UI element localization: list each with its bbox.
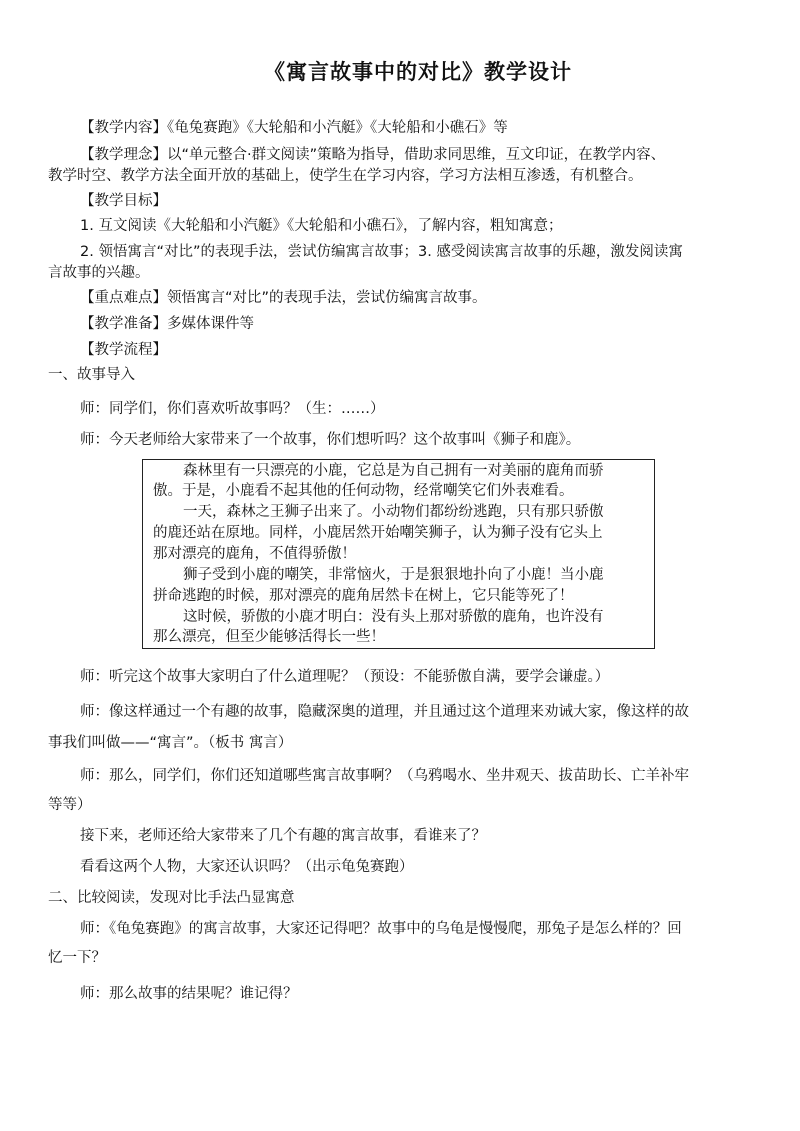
document-title: 《寓言故事中的对比》教学设计 [264,60,572,84]
section-2-heading: 二、比较阅读，发现对比手法凸显寓意 [48,890,295,906]
teaching-idea-line-1: 【教学理念】以“单元整合·群文阅读”策略为指导，借助求同思维，互文印证，在教学内容、 [80,147,666,163]
story-line: 这时候，骄傲的小鹿才明白：没有头上那对骄傲的鹿角，也许没有 [183,609,604,625]
teaching-goal-2-line-2: 言故事的兴趣。 [48,265,150,281]
after-paragraph-2-line-2: 事我们叫做——“寓言”。（板书 寓言） [48,735,293,751]
after-paragraph-3-line-1: 师：那么，同学们，你们还知道哪些寓言故事啊？（乌鸦喝水、坐井观天、拔苗助长、亡羊补牢 [80,768,689,784]
key-difficulty: 【重点难点】领悟寓言“对比”的表现手法，尝试仿编寓言故事。 [80,290,487,306]
story-line: 那对漂亮的鹿角，不值得骄傲！ [153,546,356,562]
teaching-preparation: 【教学准备】多媒体课件等 [80,316,254,332]
story-line: 狮子受到小鹿的嘲笑，非常恼火，于是狠狠地扑向了小鹿！当小鹿 [183,567,604,583]
after-paragraph-4: 接下来，老师还给大家带来了几个有趣的寓言故事，看谁来了？ [80,828,486,844]
after-paragraph-1: 师：听完这个故事大家明白了什么道理呢？（预设：不能骄傲自满，要学会谦虚。） [80,669,610,685]
after-paragraph-2-line-1: 师：像这样通过一个有趣的故事，隐藏深奥的道理，并且通过这个道理来劝诫大家，像这样的故 [80,704,689,720]
story-line: 拼命逃跑的时候，那对漂亮的鹿角居然卡在树上，它只能等死了！ [153,588,574,604]
teaching-goals-heading: 【教学目标】 [80,193,167,209]
story-line: 傲。于是，小鹿看不起其他的任何动物，经常嘲笑它们外表难看。 [153,483,574,499]
teaching-goal-2-line-1: 2. 领悟寓言“对比”的表现手法，尝试仿编寓言故事；3. 感受阅读寓言故事的乐趣，激发阅读寓 [80,244,683,260]
section-2-paragraph-2: 师：那么故事的结果呢？谁记得？ [80,986,298,1002]
story-line: 的鹿还站在原地。同样，小鹿居然开始嘲笑狮子，认为狮子没有它头上 [153,525,603,541]
teaching-flow-heading: 【教学流程】 [80,342,167,358]
story-line: 一天，森林之王狮子出来了。小动物们都纷纷逃跑，只有那只骄傲 [183,504,604,520]
story-line: 那么漂亮，但至少能够活得长一些！ [153,629,385,645]
after-paragraph-3-line-2: 等等） [48,797,92,813]
section-2-paragraph-1-line-2: 忆一下？ [48,950,106,966]
teaching-goal-1: 1. 互文阅读《大轮船和小汽艇》《大轮船和小礁石》，了解内容，粗知寓意； [80,218,563,234]
teaching-content: 【教学内容】《龟兔赛跑》《大轮船和小汽艇》《大轮船和小礁石》等 [80,120,508,136]
story-box [142,459,655,649]
after-paragraph-5: 看看这两个人物，大家还认识吗？（出示龟兔赛跑） [80,859,414,875]
section-1-heading: 一、故事导入 [48,367,135,383]
story-line: 森林里有一只漂亮的小鹿，它总是为自己拥有一对美丽的鹿角而骄 [183,463,604,479]
section-2-paragraph-1-line-1: 师：《龟兔赛跑》的寓言故事，大家还记得吧？故事中的乌龟是慢慢爬，那兔子是怎么样的？回 [80,921,682,937]
teaching-idea-line-2: 教学时空、教学方法全面开放的基础上，使学生在学习内容，学习方法相互渗透，有机整合。 [48,168,643,184]
section-1-paragraph-2: 师：今天老师给大家带来了一个故事，你们想听吗？这个故事叫《狮子和鹿》。 [80,432,581,448]
section-1-paragraph-1: 师：同学们，你们喜欢听故事吗？（生：……） [80,401,385,417]
